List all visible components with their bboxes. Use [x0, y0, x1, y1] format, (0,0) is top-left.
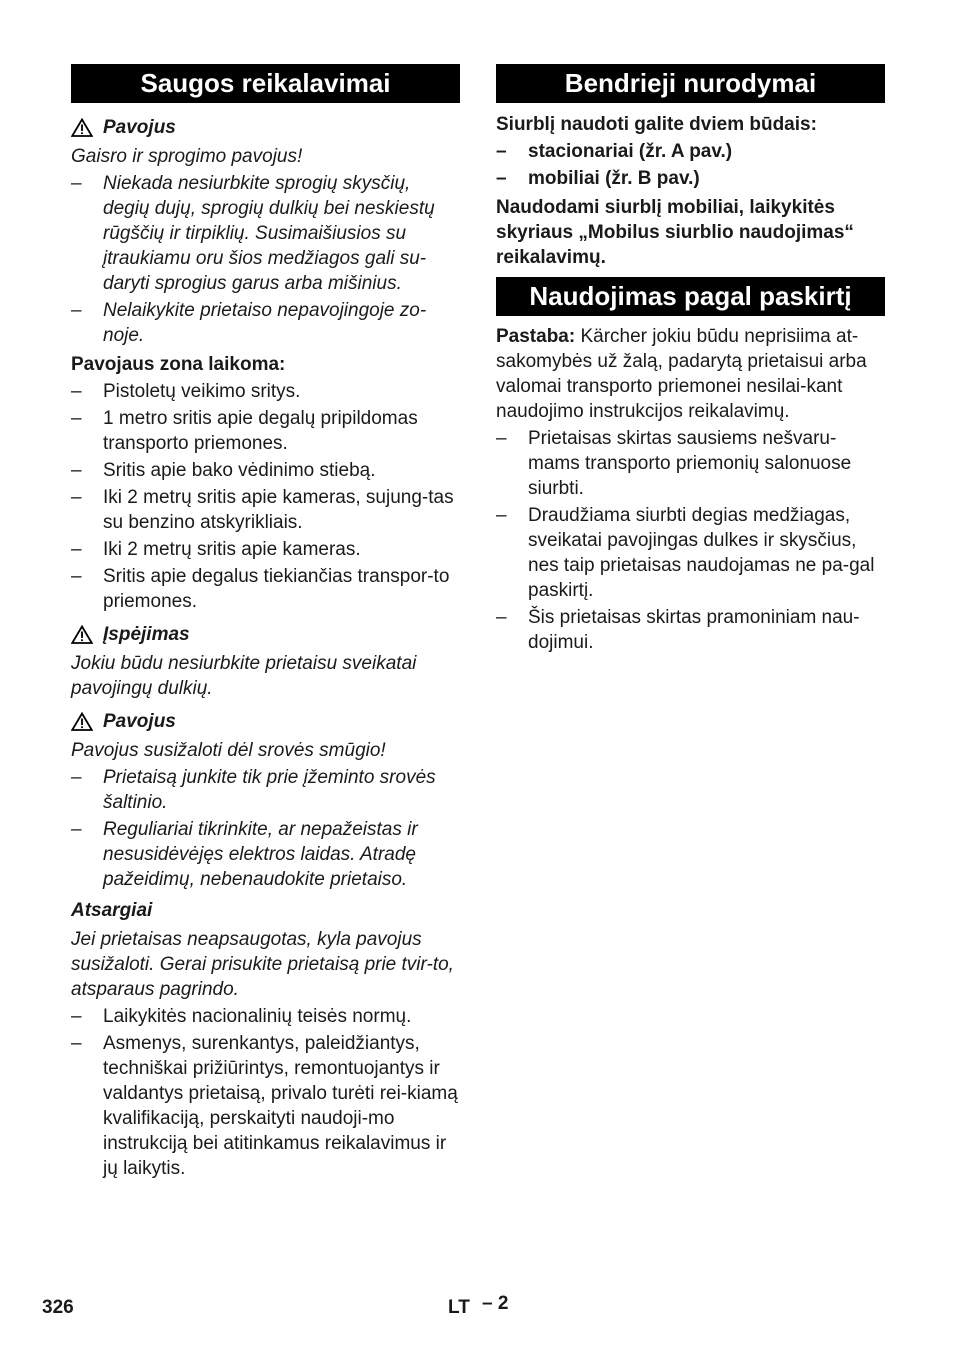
caution-heading: Atsargiai	[71, 900, 153, 921]
list-item: – Iki 2 metrų sritis apie kameras.	[71, 539, 361, 560]
caution-text: Jei prietaisas neapsaugotas, kyla pavojus susižaloti. Gerai prisukite prietaisą prie tvir-to, atsparaus pagrindo.	[71, 929, 454, 1000]
warning-label: Įspėjimas	[103, 624, 190, 645]
warning-triangle-icon	[71, 118, 93, 137]
left-column	[71, 64, 460, 1181]
warning-label: Pavojus	[103, 711, 176, 732]
section-heading-intended-use: Naudojimas pagal paskirtį	[496, 277, 885, 316]
list-item: – Prietaisas skirtas sausiems nešvaru-mams transporto priemonių salonuose siurbti.	[496, 428, 852, 499]
note-paragraph: Pastaba: Kärcher jokiu būdu neprisiima at-sakomybės už žalą, padarytą prietaisui arba valomai transporto priemonei nesilai-kant naudojimo instrukcijos reikalavimų.	[496, 326, 867, 422]
list-item: – Niekada nesiurbkite sprogių skysčių, degių dujų, sprogių dulkių bei neskiestų rūgščių ir tirpiklių. Susimaišiusios su įtraukiamu oru šios medžiagos gali su-daryti sprogius garus arba mišinius.	[71, 173, 435, 294]
language-code: LT	[448, 1297, 470, 1318]
right-column	[496, 64, 885, 655]
list-item: – Draudžiama siurbti degias medžiagas, sveikatai pavojingas dulkes ir skysčius, nes taip prietaisas naudojamas ne pa-gal paskirtį.	[496, 505, 875, 601]
zone-heading: Pavojaus zona laikoma:	[71, 354, 286, 375]
list-item: – Reguliariai tikrinkite, ar nepažeistas ir nesusidėvėjęs elektros laidas. Atradę pažeidimų, nebenaudokite prietaiso.	[71, 819, 418, 890]
list-item: – Pistoletų veikimo sritys.	[71, 381, 301, 402]
modes-intro: Siurblį naudoti galite dviem būdais:	[496, 114, 817, 135]
section-heading-general: Bendrieji nurodymai	[496, 64, 885, 103]
warning-triangle-icon	[71, 625, 93, 644]
warning-triangle-icon	[71, 712, 93, 731]
mobile-note: Naudodami siurblį mobiliai, laikykitės skyriaus „Mobilus siurblio naudojimas“ reikalavimų.	[496, 197, 854, 268]
list-item: – Sritis apie bako vėdinimo stiebą.	[71, 460, 376, 481]
list-item: – Asmenys, surenkantys, paleidžiantys, techniškai prižiūrintys, remontuojantys ir valdantys prietaisą, privalo turėti rei-kiamą kvalifikaciją, perskaityti naudoji-mo instrukciją bei atitinkamus reikalavimus ir jų laikytis.	[71, 1033, 458, 1179]
list-item: – Laikykitės nacionalinių teisės normų.	[71, 1006, 412, 1027]
list-item: – Nelaikykite prietaiso nepavojingoje zo-noje.	[71, 300, 427, 346]
warning-caution	[71, 622, 460, 647]
warning-danger-1	[71, 115, 460, 140]
warning-text: Pavojus susižaloti dėl srovės smūgio!	[71, 740, 386, 761]
page-number: 326	[42, 1297, 74, 1318]
list-item: – Sritis apie degalus tiekiančias transpor-to priemones.	[71, 566, 450, 612]
warning-text: Jokiu būdu nesiurbkite prietaisu sveikatai pavojingų dulkių.	[71, 653, 417, 699]
list-item: – Prietaisą junkite tik prie įžeminto srovės šaltinio.	[71, 767, 436, 813]
section-page-number: – 2	[482, 1293, 509, 1314]
note-label: Pastaba:	[496, 326, 576, 347]
list-item: – 1 metro sritis apie degalų pripildomas transporto priemones.	[71, 408, 418, 454]
list-item: – mobiliai (žr. B pav.)	[496, 168, 700, 189]
warning-text: Gaisro ir sprogimo pavojus!	[71, 146, 303, 167]
warning-danger-2	[71, 709, 460, 734]
warning-label: Pavojus	[103, 117, 176, 138]
list-item: – stacionariai (žr. A pav.)	[496, 141, 733, 162]
list-item: – Šis prietaisas skirtas pramoniniam nau-dojimui.	[496, 607, 860, 653]
section-heading-safety: Saugos reikalavimai	[71, 64, 460, 103]
list-item: – Iki 2 metrų sritis apie kameras, sujung-tas su benzino atskyrikliais.	[71, 487, 454, 533]
